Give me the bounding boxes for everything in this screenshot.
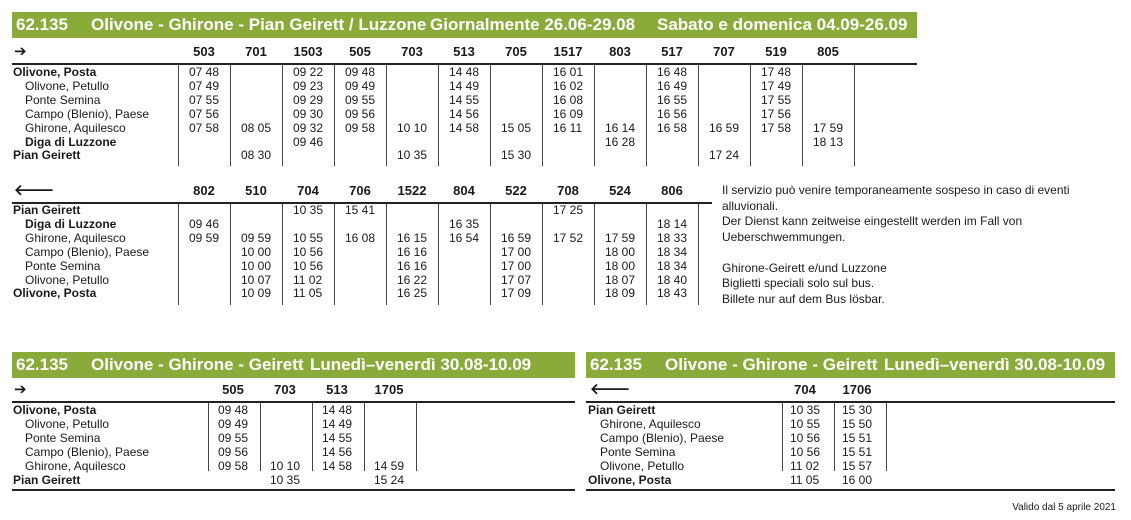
trip-number: 513 bbox=[326, 382, 348, 397]
trip-number: 505 bbox=[349, 44, 371, 59]
departure-time: 16 11 bbox=[553, 120, 583, 135]
column-separator bbox=[594, 204, 595, 305]
column-separator bbox=[834, 403, 835, 471]
departure-time: 10 00 bbox=[241, 258, 272, 273]
stop-name: Diga di Luzzone bbox=[25, 216, 117, 231]
trip-number: 806 bbox=[661, 183, 683, 198]
departure-time: 10 56 bbox=[293, 244, 324, 259]
column-separator bbox=[750, 65, 751, 166]
departure-time: 09 56 bbox=[218, 444, 249, 459]
departure-time: 10 55 bbox=[790, 416, 821, 431]
departure-time: 15 51 bbox=[842, 444, 873, 459]
trip-number: 703 bbox=[274, 382, 296, 397]
departure-time: 14 58 bbox=[449, 120, 480, 135]
route-name: Olivone - Ghirone - Geirett bbox=[665, 355, 878, 374]
column-separator bbox=[178, 204, 179, 305]
departure-time: 15 50 bbox=[842, 416, 873, 431]
departure-time: 10 56 bbox=[293, 258, 324, 273]
column-separator bbox=[490, 204, 491, 305]
column-separator bbox=[490, 65, 491, 166]
stop-name: Pian Geirett bbox=[13, 148, 81, 163]
departure-time: 09 46 bbox=[189, 216, 220, 231]
departure-time: 16 14 bbox=[605, 120, 636, 135]
departure-time: 09 55 bbox=[218, 430, 249, 445]
stop-name: Ghirone, Aquilesco bbox=[25, 230, 126, 245]
bottom-right-timetable-header bbox=[586, 352, 1115, 378]
departure-time: 14 55 bbox=[449, 92, 480, 107]
column-separator bbox=[230, 65, 231, 166]
departure-time: 16 09 bbox=[553, 106, 584, 121]
column-separator bbox=[282, 65, 283, 166]
note-line: Ueberschwemmungen. bbox=[722, 229, 846, 244]
stop-name: Campo (Blenio), Paese bbox=[600, 430, 725, 445]
column-separator bbox=[178, 65, 179, 166]
departure-time: 09 29 bbox=[293, 92, 324, 107]
column-separator bbox=[438, 204, 439, 305]
stop-name: Ponte Semina bbox=[25, 258, 101, 273]
departure-time: 18 34 bbox=[657, 258, 688, 273]
trip-number: 503 bbox=[193, 44, 215, 59]
departure-time: 16 48 bbox=[657, 65, 688, 79]
route-name: Olivone - Ghirone - Pian Geirett / Luzzone bbox=[91, 15, 427, 34]
direction-arrow-icon: 🡐 bbox=[590, 381, 631, 398]
column-separator bbox=[646, 204, 647, 305]
departure-time: 09 30 bbox=[293, 106, 324, 121]
trip-number: 703 bbox=[401, 44, 423, 59]
departure-time: 09 22 bbox=[293, 65, 324, 79]
departure-time: 11 05 bbox=[790, 472, 820, 487]
departure-time: 16 49 bbox=[657, 78, 688, 93]
departure-time: 16 08 bbox=[553, 92, 584, 107]
departure-time: 17 48 bbox=[761, 65, 792, 79]
departure-time: 10 56 bbox=[790, 444, 821, 459]
departure-time: 16 15 bbox=[397, 230, 428, 245]
direction-arrow-icon: ➔ bbox=[14, 43, 27, 60]
departure-time: 16 08 bbox=[345, 230, 376, 245]
stop-name: Pian Geirett bbox=[13, 472, 81, 487]
departure-time: 18 34 bbox=[657, 244, 688, 259]
departure-time: 17 52 bbox=[553, 230, 584, 245]
validity-period: Lunedì–venerdì 30.08-10.09 bbox=[310, 355, 532, 374]
trip-number: 802 bbox=[193, 183, 215, 198]
note-line: Der Dienst kann zeitweise eingestellt werden im Fall von bbox=[722, 214, 1023, 228]
departure-time: 15 57 bbox=[842, 458, 873, 473]
column-separator bbox=[208, 403, 209, 471]
column-separator bbox=[854, 65, 855, 166]
departure-time: 11 05 bbox=[293, 286, 323, 301]
direction-arrow-icon: 🡐 bbox=[14, 182, 55, 199]
stop-name: Pian Geirett bbox=[13, 203, 81, 217]
departure-time: 17 59 bbox=[813, 120, 844, 135]
departure-time: 16 58 bbox=[657, 120, 688, 135]
column-separator bbox=[782, 403, 783, 471]
note-line: Billete nur auf dem Bus lösbar. bbox=[722, 291, 885, 306]
departure-time: 15 30 bbox=[501, 148, 532, 163]
stop-name: Olivone, Petullo bbox=[25, 78, 110, 93]
departure-time: 14 55 bbox=[322, 430, 353, 445]
departure-time: 16 59 bbox=[501, 230, 532, 245]
departure-time: 17 49 bbox=[761, 78, 792, 93]
departure-time: 09 48 bbox=[218, 403, 249, 417]
departure-time: 15 41 bbox=[345, 203, 376, 217]
column-separator bbox=[542, 204, 543, 305]
departure-time: 14 48 bbox=[322, 403, 353, 417]
column-separator bbox=[646, 65, 647, 166]
departure-time: 14 49 bbox=[322, 416, 353, 431]
line-number: 62.135 bbox=[590, 355, 642, 374]
stop-name: Olivone, Posta bbox=[13, 403, 97, 417]
stop-name: Olivone, Posta bbox=[588, 472, 672, 487]
departure-time: 09 48 bbox=[345, 65, 376, 79]
departure-time: 16 00 bbox=[842, 472, 873, 487]
departure-time: 18 00 bbox=[605, 258, 636, 273]
departure-time: 15 24 bbox=[374, 472, 405, 487]
stop-name: Diga di Luzzone bbox=[25, 134, 117, 149]
header-rule bbox=[12, 401, 575, 403]
trip-number: 524 bbox=[609, 183, 631, 198]
note-line: alluvionali. bbox=[722, 198, 779, 213]
departure-time: 14 49 bbox=[449, 78, 480, 93]
departure-time: 17 09 bbox=[501, 286, 532, 301]
note-line: Ghirone-Geirett e/und Luzzone bbox=[722, 260, 887, 275]
stop-name: Olivone, Posta bbox=[13, 286, 97, 301]
departure-time: 10 55 bbox=[293, 230, 324, 245]
trip-number: 510 bbox=[245, 183, 267, 198]
departure-time: 18 14 bbox=[657, 216, 688, 231]
validity-period-daily: Giornalmente 26.06-29.08 bbox=[430, 15, 636, 34]
column-separator bbox=[386, 65, 387, 166]
departure-time: 18 13 bbox=[813, 134, 844, 149]
departure-time: 15 51 bbox=[842, 430, 873, 445]
departure-time: 16 25 bbox=[397, 286, 428, 301]
trip-number: 522 bbox=[505, 183, 527, 198]
stop-name: Olivone, Petullo bbox=[25, 416, 110, 431]
stop-name: Ghirone, Aquilesco bbox=[25, 458, 126, 473]
departure-time: 16 59 bbox=[709, 120, 740, 135]
stop-name: Campo (Blenio), Paese bbox=[25, 106, 150, 121]
trip-number: 517 bbox=[661, 44, 683, 59]
stop-name: Olivone, Posta bbox=[13, 65, 97, 79]
trip-number: 505 bbox=[222, 382, 244, 397]
departure-time: 09 49 bbox=[218, 416, 249, 431]
trip-number: 519 bbox=[765, 44, 787, 59]
departure-time: 18 07 bbox=[605, 272, 636, 287]
departure-time: 17 24 bbox=[709, 148, 740, 163]
trip-number: 1705 bbox=[374, 382, 404, 397]
column-separator bbox=[334, 65, 335, 166]
column-separator bbox=[334, 204, 335, 305]
trip-number: 1503 bbox=[293, 44, 323, 59]
departure-time: 07 56 bbox=[189, 106, 220, 121]
departure-time: 10 35 bbox=[397, 148, 428, 163]
departure-time: 14 59 bbox=[374, 458, 405, 473]
trip-number: 707 bbox=[713, 44, 735, 59]
bottom-rule bbox=[12, 489, 575, 491]
column-separator bbox=[260, 403, 261, 471]
bottom-left-timetable-header bbox=[12, 352, 575, 378]
departure-time: 17 58 bbox=[761, 120, 792, 135]
line-number: 62.135 bbox=[16, 355, 68, 374]
stop-name: Ghirone, Aquilesco bbox=[25, 120, 126, 135]
departure-time: 09 56 bbox=[345, 106, 376, 121]
departure-time: 10 09 bbox=[241, 286, 272, 301]
column-separator bbox=[594, 65, 595, 166]
trip-number: 704 bbox=[794, 382, 816, 397]
departure-time: 17 25 bbox=[553, 203, 584, 217]
departure-time: 10 10 bbox=[397, 120, 428, 135]
trip-number: 805 bbox=[817, 44, 839, 59]
line-number: 62.135 bbox=[16, 15, 68, 34]
departure-time: 17 00 bbox=[501, 258, 532, 273]
trip-number: 803 bbox=[609, 44, 631, 59]
trip-number: 1706 bbox=[842, 382, 872, 397]
trip-number: 804 bbox=[453, 183, 475, 198]
departure-time: 08 30 bbox=[241, 148, 272, 163]
column-separator bbox=[542, 65, 543, 166]
departure-time: 07 49 bbox=[189, 78, 220, 93]
departure-time: 16 02 bbox=[553, 78, 584, 93]
note-line: Biglietti speciali solo sul bus. bbox=[722, 276, 875, 290]
departure-time: 16 55 bbox=[657, 92, 688, 107]
column-separator bbox=[312, 403, 313, 471]
departure-time: 18 09 bbox=[605, 286, 636, 301]
departure-time: 14 56 bbox=[449, 106, 480, 121]
column-separator bbox=[364, 403, 365, 471]
departure-time: 14 48 bbox=[449, 65, 480, 79]
departure-time: 10 00 bbox=[241, 244, 272, 259]
departure-time: 09 49 bbox=[345, 78, 376, 93]
trip-number: 513 bbox=[453, 44, 475, 59]
departure-time: 18 40 bbox=[657, 272, 688, 287]
trip-number: 705 bbox=[505, 44, 527, 59]
trip-number: 1522 bbox=[397, 183, 427, 198]
column-separator bbox=[230, 204, 231, 305]
departure-time: 15 05 bbox=[501, 120, 532, 135]
validity-period: Lunedì–venerdì 30.08-10.09 bbox=[884, 355, 1106, 374]
departure-time: 09 23 bbox=[293, 78, 324, 93]
column-separator bbox=[698, 65, 699, 166]
note-line: Il servizio può venire temporaneamente sospeso in caso di eventi bbox=[722, 183, 1070, 197]
column-separator bbox=[698, 204, 699, 305]
departure-time: 10 35 bbox=[790, 403, 821, 417]
departure-time: 18 43 bbox=[657, 286, 688, 301]
departure-time: 11 02 bbox=[293, 272, 323, 287]
direction-arrow-icon: ➔ bbox=[14, 381, 27, 398]
departure-time: 17 59 bbox=[605, 230, 636, 245]
departure-time: 09 46 bbox=[293, 134, 324, 149]
trip-number: 701 bbox=[245, 44, 267, 59]
bottom-rule bbox=[586, 489, 1115, 491]
stop-name: Ghirone, Aquilesco bbox=[600, 416, 701, 431]
stop-name: Ponte Semina bbox=[25, 92, 101, 107]
column-separator bbox=[438, 65, 439, 166]
departure-time: 07 55 bbox=[189, 92, 220, 107]
departure-time: 16 16 bbox=[397, 244, 428, 259]
departure-time: 17 56 bbox=[761, 106, 792, 121]
departure-time: 09 58 bbox=[218, 458, 249, 473]
column-separator bbox=[386, 204, 387, 305]
departure-time: 16 54 bbox=[449, 230, 480, 245]
trip-number: 706 bbox=[349, 183, 371, 198]
departure-time: 16 01 bbox=[553, 65, 584, 79]
departure-time: 11 02 bbox=[790, 458, 820, 473]
departure-time: 17 07 bbox=[501, 272, 532, 287]
trip-number: 708 bbox=[557, 183, 579, 198]
route-name: Olivone - Ghirone - Geirett bbox=[91, 355, 304, 374]
departure-time: 16 28 bbox=[605, 134, 636, 149]
validity-footer: Valido dal 5 aprile 2021 bbox=[1012, 502, 1116, 513]
departure-time: 10 35 bbox=[293, 203, 324, 217]
departure-time: 16 22 bbox=[397, 272, 428, 287]
column-separator bbox=[282, 204, 283, 305]
departure-time: 14 56 bbox=[322, 444, 353, 459]
stop-name: Ponte Semina bbox=[25, 430, 101, 445]
departure-time: 16 35 bbox=[449, 216, 480, 231]
column-separator bbox=[802, 65, 803, 166]
trip-number: 704 bbox=[297, 183, 319, 198]
departure-time: 09 32 bbox=[293, 120, 324, 135]
departure-time: 18 00 bbox=[605, 244, 636, 259]
departure-time: 07 48 bbox=[189, 65, 220, 79]
column-separator bbox=[886, 403, 887, 471]
validity-period-weekend: Sabato e domenica 04.09-26.09 bbox=[657, 15, 908, 34]
column-separator bbox=[416, 403, 417, 471]
departure-time: 18 33 bbox=[657, 230, 688, 245]
departure-time: 17 00 bbox=[501, 244, 532, 259]
stop-name: Olivone, Petullo bbox=[25, 272, 110, 287]
departure-time: 10 07 bbox=[241, 272, 272, 287]
stop-name: Olivone, Petullo bbox=[600, 458, 685, 473]
departure-time: 09 58 bbox=[345, 120, 376, 135]
departure-time: 17 55 bbox=[761, 92, 792, 107]
trip-number: 1517 bbox=[553, 44, 583, 59]
departure-time: 14 58 bbox=[322, 458, 353, 473]
departure-time: 10 35 bbox=[270, 472, 301, 487]
departure-time: 10 56 bbox=[790, 430, 821, 445]
stop-name: Campo (Blenio), Paese bbox=[25, 444, 150, 459]
departure-time: 09 59 bbox=[189, 230, 220, 245]
departure-time: 09 59 bbox=[241, 230, 272, 245]
departure-time: 09 55 bbox=[345, 92, 376, 107]
stop-name: Pian Geirett bbox=[588, 403, 656, 417]
departure-time: 16 56 bbox=[657, 106, 688, 121]
stop-name: Ponte Semina bbox=[600, 444, 676, 459]
departure-time: 08 05 bbox=[241, 120, 272, 135]
stop-name: Campo (Blenio), Paese bbox=[25, 244, 150, 259]
departure-time: 16 16 bbox=[397, 258, 428, 273]
departure-time: 10 10 bbox=[270, 458, 301, 473]
departure-time: 15 30 bbox=[842, 403, 873, 417]
top-timetable-header bbox=[12, 12, 917, 38]
departure-time: 07 58 bbox=[189, 120, 220, 135]
